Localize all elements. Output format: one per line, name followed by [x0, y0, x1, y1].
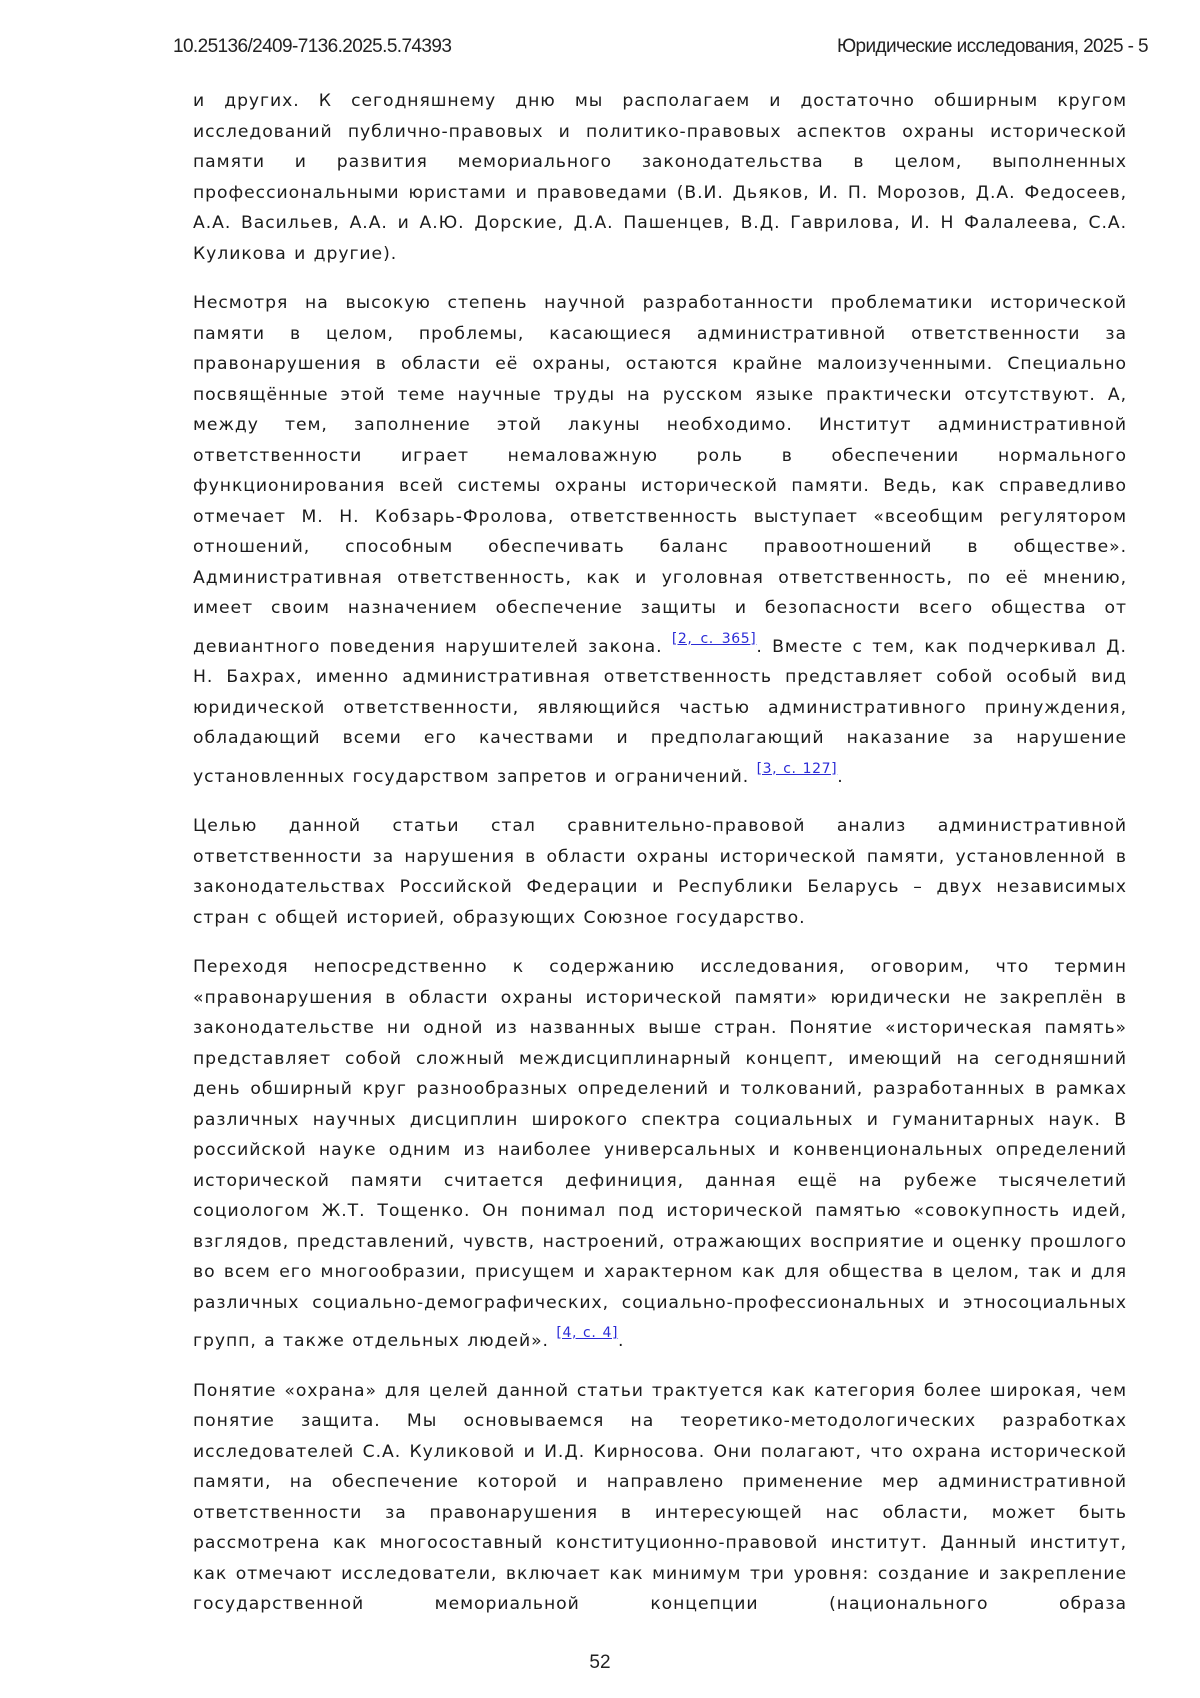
citation-link-3[interactable]: [3, с. 127]: [756, 760, 838, 777]
paragraph-4-text-a: Переходя непосредственно к содержанию исследования, оговорим, что термин «правонарушения в области охраны исторической памяти» юридически не закреплён в законодательстве ни одной из названных выше стран. Понятие «историческая память» представляет собой сложный междисциплинарный концепт, имеющий на сегодняшний день обширный круг разнообразных определений и толкований, разработанных в рамках различных научных дисциплин широкого спектра социальных и гуманитарных наук. В российской науке одним из наиболее универсальных и конвенциональных определений исторической памяти считается дефиниция, данная ещё на рубеже тысячелетий социологом Ж.Т. Тощенко. Он понимал под исторической памятью «совокупность идей, взглядов, представлений, чувств, настроений, отражающих восприятие и оценку прошлого во всем его многообразии, присущем и характерном как для общества в целом, так и для различных социально-демографических, социально-профессиональных и этносоциальных групп, а также отдельных людей».: [193, 957, 1127, 1351]
citation-link-4[interactable]: [4, с. 4]: [556, 1325, 619, 1341]
journal-header: Юридические исследования, 2025 - 5: [836, 36, 1148, 57]
citation-link-2[interactable]: [2, с. 365]: [671, 630, 757, 647]
paragraph-5: Понятие «охрана» для целей данной статьи трактуется как категория более широкая, чем понятие защита. Мы основываемся на теоретико-методологических разработках исследователей С.А. Куликовой и И.Д. Кирносова. Они полагают, что охрана исторической памяти, на обеспечение которой и направлено применение мер административной ответственности за правонарушения в интересующей нас области, может быть рассмотрена как многосоставный конституционно-правовой институт. Данный институт, как отмечают исследователи, включает как минимум три уровня: создание и закрепление государственной мемориальной концепции (национального образа: [193, 1380, 1127, 1614]
paragraph-2-text-b: . Вместе с тем, как подчеркивал Д. Н. Бахрах, именно административная ответственность представляет собой особый вид юридической ответственности, являющийся частью административного принуждения, обладающий всеми его качествами и предполагающий наказание за нарушение установленных государством запретов и ограничений.: [193, 636, 1127, 787]
article-body: [193, 86, 1127, 1620]
paragraph-4: [193, 952, 1127, 1357]
paragraph-2-text-c: .: [837, 766, 844, 787]
paragraph-1: и других. К сегодняшнему дню мы располагаем и достаточно обширным кругом исследований публично-правовых и политико-правовых аспектов охраны исторической памяти и развития мемориального законодательства в целом, выполненных профессиональными юристами и правоведами (В.И. Дьяков, И. П. Морозов, Д.А. Федосеев, А.А. Васильев, А.А. и А.Ю. Дорские, Д.А. Пашенцев, В.Д. Гаврилова, И. Н Фалалеева, С.А. Куликова и другие).: [193, 91, 1127, 264]
page-number: 52: [589, 1652, 611, 1673]
paragraph-3: Целью данной статьи стал сравнительно-правовой анализ административной ответственности за нарушения в области охраны исторической памяти, установленной в законодательствах Российской Федерации и Республики Беларусь – двух независимых стран с общей историей, образующих Союзное государство.: [193, 816, 1127, 928]
doi-header: 10.25136/2409-7136.2025.5.74393: [173, 36, 452, 57]
paragraph-4-text-b: .: [618, 1331, 625, 1351]
paragraph-2-text-a: Несмотря на высокую степень научной разработанности проблематики исторической памяти в целом, проблемы, касающиеся административной ответственности за правонарушения в области её охраны, остаются крайне малоизученными. Специально посвящённые этой теме научные труды на русском языке практически отсутствуют. А, между тем, заполнение этой лакуны необходимо. Институт административной ответственности играет немаловажную роль в обеспечении нормального функционирования всей системы охраны исторической памяти. Ведь, как справедливо отмечает М. Н. Кобзарь-Фролова, ответственность выступает «всеобщим регулятором отношений, способным обеспечивать баланс правоотношений в обществе». Административная ответственность, как и уголовная ответственность, по её мнению, имеет своим назначением обеспечение защиты и безопасности всего общества от девиантного поведения нарушителей закона.: [193, 293, 1127, 657]
paragraph-2: [193, 288, 1127, 792]
